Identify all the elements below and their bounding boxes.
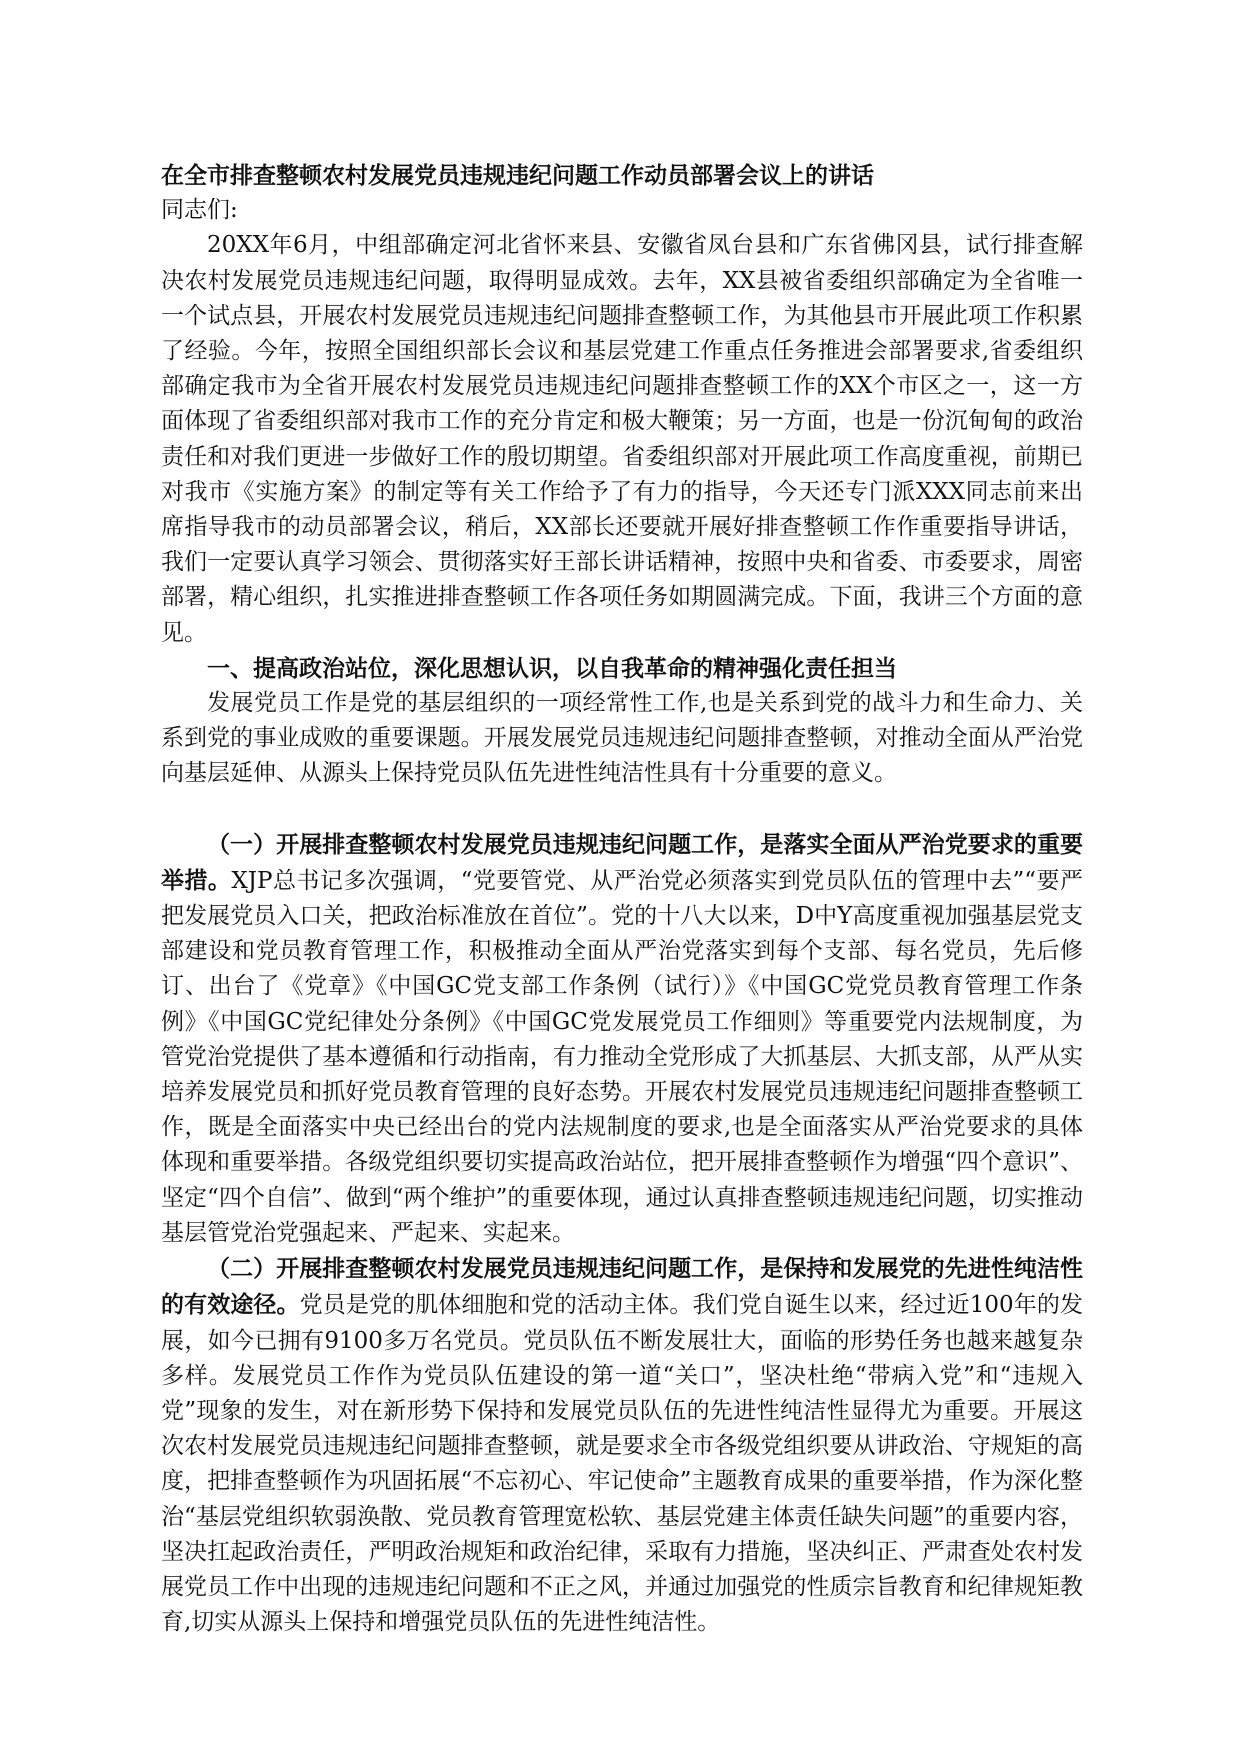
document-page [161, 158, 1083, 1640]
intro-paragraph: 20XX年6月，中组部确定河北省怀来县、安徽省凤台县和广东省佛冈县，试行排查解决农村发展党员违规违纪问题，取得明显成效。去年，XX县被省委组织部确定为全省唯一一个试点县，开展农村发展党员违规违纪问题排查整顿工作，为其他县市开展此项工作积累了经验。今年，按照全国组织部长会议和基层党建工作重点任务推进会部署要求,省委组织部确定我市为全省开展农村发展党员违规违纪问题排查整顿工作的XX个市区之一，这一方面体现了省委组织部对我市工作的充分肯定和极大鞭策；另一方面，也是一份沉甸甸的政治责任和对我们更进一步做好工作的殷切期望。省委组织部对开展此项工作高度重视，前期已对我市《实施方案》的制定等有关工作给予了有力的指导，今天还专门派XXX同志前来出席指导我市的动员部署会议，稍后，XX部长还要就开展好排查整顿工作作重要指导讲话，我们一定要认真学习领会、贯彻落实好王部长讲话精神，按照中央和省委、市委要求，周密部署，精心组织，扎实推进排查整顿工作各项任务如期圆满完成。下面，我讲三个方面的意见。 [161, 232, 1083, 646]
point-1-body: XJP总书记多次强调，“党要管党、从严治党必须落实到党员队伍的管理中去”“要严把发展党员入口关，把政治标准放在首位”。党的十八大以来，D中Y高度重视加强基层党支部建设和党员教育管理工作，积极推动全面从严治党落实到每个支部、每名党员，先后修订、出台了《党章》《中国GC党支部工作条例（试行）》《中国GC党党员教育管理工作条例》《中国GC党纪律处分条例》《中国GC党发展党员工作细则》等重要党内法规制度，为管党治党提供了基本遵循和行动指南，有力推动全党形成了大抓基层、大抓支部，从严从实培养发展党员和抓好党员教育管理的良好态势。开展农村发展党员违规违纪问题排查整顿工作，既是全面落实中央已经出台的党内法规制度的要求,也是全面落实从严治党要求的具体体现和重要举措。各级党组织要切实提高政治站位，把开展排查整顿作为增强“四个意识”、坚定“四个自信”、做到“两个维护”的重要体现，通过认真排查整顿违规违纪问题，切实推动基层管党治党强起来、严起来、实起来。 [161, 867, 1083, 1246]
point-2-body: 党员是党的肌体细胞和党的活动主体。我们党自诞生以来，经过近100年的发展，如今已拥有9100多万名党员。党员队伍不断发展壮大，面临的形势任务也越来越复杂多样。发展党员工作作为党员队伍建设的第一道“关口”，坚决杜绝“带病入党”和“违规入党”现象的发生，对在新形势下保持和发展党员队伍的先进性纯洁性显得尤为重要。开展这次农村发展党员违规违纪问题排查整顿，就是要求全市各级党组织要从讲政治、守规矩的高度，把排查整顿作为巩固拓展“不忘初心、牢记使命”主题教育成果的重要举措，作为深化整治“基层党组织软弱涣散、党员教育管理宽松软、基层党建主体责任缺失问题”的重要内容，坚决扛起政治责任，严明政治规矩和政治纪律，采取有力措施，坚决纠正、严肃查处农村发展党员工作中出现的违规违纪问题和不正之风，并通过加强党的性质宗旨教育和纪律规矩教育,切实从源头上保持和增强党员队伍的先进性纯洁性。 [161, 1292, 1084, 1636]
section-1-paragraph: 发展党员工作是党的基层组织的一项经常性工作,也是关系到党的战斗力和生命力、关系到党的事业成败的重要课题。开展发展党员违规违纪问题排查整顿，对推动全面从严治党向基层延伸、从源头上保持党员队伍先进性纯洁性具有十分重要的意义。 [161, 690, 1083, 787]
document-title: 在全市排查整顿农村发展党员违规违纪问题工作动员部署会议上的讲话 [161, 162, 874, 189]
point-2-paragraph [161, 1251, 1083, 1640]
point-1-lead: （一）开展排查整顿农村发展党员违规违纪问题工作，是落实全面从严治党要求的重要举措。 [161, 830, 1083, 894]
point-1-paragraph [161, 827, 1083, 1251]
salutation: 同志们: [161, 197, 238, 224]
point-2-lead: （二）开展排查整顿农村发展党员违规违纪问题工作，是保持和发展党的先进性纯洁性的有效途径。 [161, 1255, 1083, 1319]
paragraph-gap [161, 792, 1083, 827]
section-1-heading: 一、提高政治站位，深化思想认识，以自我革命的精神强化责任担当 [207, 654, 897, 682]
